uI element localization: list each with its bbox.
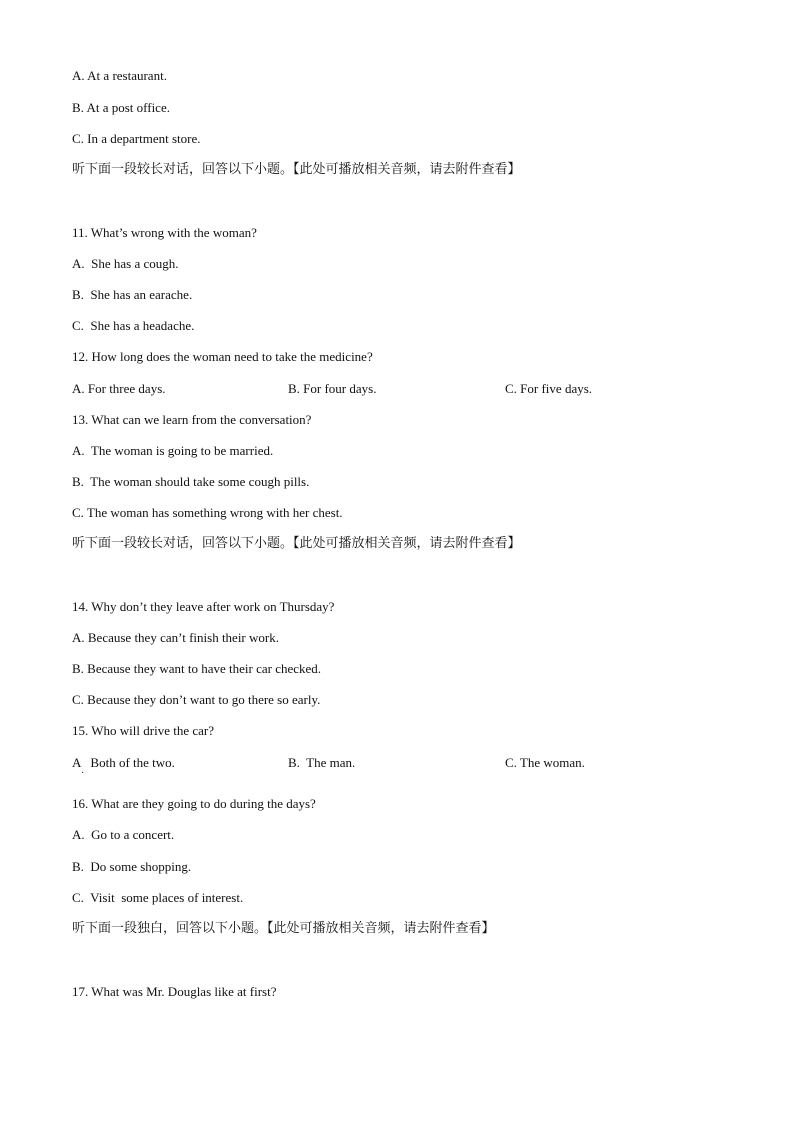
q16-option-c: C. Visit some places of interest. xyxy=(72,890,244,905)
q12-option-c: C. For five days. xyxy=(505,381,593,396)
q14-option-c: C. Because they don’t want to go there so early. xyxy=(72,692,321,707)
q11-option-c: C. She has a headache. xyxy=(72,318,195,333)
q14-question: 14. Why don’t they leave after work on Thursday? xyxy=(72,599,335,614)
q10-option-c: C. In a department store. xyxy=(72,131,201,146)
q11-option-a: A. She has a cough. xyxy=(72,256,179,271)
q13-option-b: B. The woman should take some cough pills. xyxy=(72,474,310,489)
q11-question: 11. What’s wrong with the woman? xyxy=(72,225,257,240)
q12-question: 12. How long does the woman need to take the medicine? xyxy=(72,349,373,364)
q12-option-b: B. For four days. xyxy=(288,381,377,396)
q10-option-a: A. At a restaurant. xyxy=(72,68,167,83)
q14-option-b: B. Because they want to have their car checked. xyxy=(72,661,322,676)
q13-option-a: A. The woman is going to be married. xyxy=(72,443,274,458)
q11-option-b: B. She has an earache. xyxy=(72,287,193,302)
instruction-dialog-1: 听下面一段较长对话，回答以下小题。【此处可播放相关音频，请去附件查看】 xyxy=(72,162,521,177)
instruction-monologue: 听下面一段独白，回答以下小题。【此处可播放相关音频，请去附件查看】 xyxy=(72,921,495,936)
q15-option-a: A Both of the two. xyxy=(72,755,175,770)
q13-question: 13. What can we learn from the conversation? xyxy=(72,412,312,427)
q14-option-a: A. Because they can’t finish their work. xyxy=(72,630,279,645)
q13-option-c: C. The woman has something wrong with her chest. xyxy=(72,505,343,520)
q15-option-c: C. The woman. xyxy=(505,755,585,770)
q16-option-b: B. Do some shopping. xyxy=(72,859,192,874)
q12-option-a: A. For three days. xyxy=(72,381,166,396)
instruction-dialog-2: 听下面一段较长对话，回答以下小题。【此处可播放相关音频，请去附件查看】 xyxy=(72,536,521,551)
q16-option-a: A. Go to a concert. xyxy=(72,827,175,842)
q15-question: 15. Who will drive the car? xyxy=(72,723,214,738)
q17-question: 17. What was Mr. Douglas like at first? xyxy=(72,984,277,999)
q15-option-b: B. The man. xyxy=(288,755,356,770)
q16-question: 16. What are they going to do during the days? xyxy=(72,796,316,811)
q10-option-b: B. At a post office. xyxy=(72,100,170,115)
punctuation-dot-mark: · xyxy=(81,768,85,779)
